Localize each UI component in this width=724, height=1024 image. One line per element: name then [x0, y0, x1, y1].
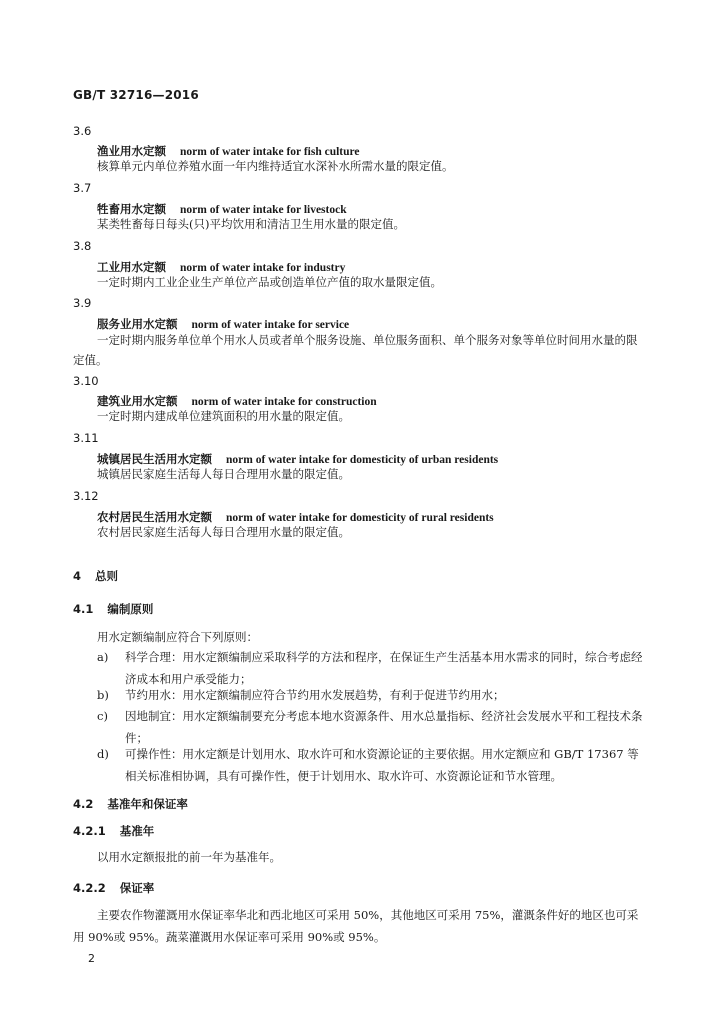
subsubsection-heading — [73, 880, 154, 896]
term-en: norm of water intake for construction — [191, 396, 377, 408]
list-item-text: 可操作性：用水定额是计划用水、取水许可和水资源论证的主要依据。用水定额应和 GB/T 17367 等相关标准相协调，具有可操作性，便于计划用水、取水许可、水资源论证和节水管理。 — [125, 747, 639, 783]
list-marker: b) — [97, 688, 109, 702]
term-cn: 建筑业用水定额 — [97, 394, 178, 408]
term-cn: 渔业用水定额 — [97, 144, 166, 158]
term-definition: 核算单元内单位养殖水面一年内维持适宜水深补水所需水量的限定值。 — [97, 159, 454, 173]
clause-number: 3.6 — [73, 124, 92, 138]
term-definition: 农村居民家庭生活每人每日合理用水量的限定值。 — [97, 525, 350, 539]
list-item-text: 节约用水：用水定额编制应符合节约用水发展趋势，有利于促进节约用水； — [125, 688, 505, 702]
subsubsection-number: 4.2.2 — [73, 881, 106, 895]
page-number: 2 — [88, 952, 95, 965]
term-en: norm of water intake for livestock — [180, 204, 347, 216]
subsubsection-heading — [73, 823, 154, 839]
term-definition: 一定时期内工业企业生产单位产品或创造单位产值的取水量限定值。 — [97, 275, 442, 289]
paragraph: 主要农作物灌溉用水保证率华北和西北地区可采用 50%，其他地区可采用 75%，灌溉条件好的地区也可采用 90%或 95%。蔬菜灌溉用水保证率可采用 90%或 95%。 — [73, 908, 639, 944]
subsection-number: 4.1 — [73, 602, 94, 616]
section-number: 4 — [73, 569, 82, 583]
term-definition: 城镇居民家庭生活每人每日合理用水量的限定值。 — [97, 467, 350, 481]
subsubsection-number: 4.2.1 — [73, 824, 106, 838]
term-cn: 农村居民生活用水定额 — [97, 510, 212, 524]
list-marker: c) — [97, 709, 108, 723]
paragraph: 以用水定额报批的前一年为基准年。 — [97, 850, 281, 864]
term-cn: 城镇居民生活用水定额 — [97, 452, 212, 466]
standard-code-header: GB/T 32716—2016 — [73, 88, 199, 102]
subsection-title: 基准年和保证率 — [107, 797, 188, 811]
clause-number: 3.8 — [73, 239, 92, 253]
list-marker: d) — [97, 747, 109, 761]
subsection-heading — [73, 601, 153, 617]
term-en: norm of water intake for fish culture — [180, 146, 360, 158]
term-cn: 牲畜用水定额 — [97, 202, 166, 216]
term-cn: 工业用水定额 — [97, 260, 166, 274]
clause-number: 3.7 — [73, 181, 92, 195]
section-heading — [73, 568, 118, 584]
subsection-title: 编制原则 — [107, 602, 154, 616]
list-item — [97, 743, 645, 787]
term-en: norm of water intake for industry — [180, 262, 346, 274]
section-title: 总则 — [95, 569, 119, 583]
subsection-heading — [73, 796, 188, 812]
clause-number: 3.11 — [73, 431, 99, 445]
clause-number: 3.9 — [73, 296, 92, 310]
clause-number: 3.12 — [73, 489, 99, 503]
term-definition: 一定时期内建成单位建筑面积的用水量的限定值。 — [97, 409, 350, 423]
paragraph: 用水定额编制应符合下列原则： — [97, 630, 258, 644]
term-en: norm of water intake for service — [191, 319, 350, 331]
subsubsection-title: 基准年 — [119, 824, 155, 838]
clause-number: 3.10 — [73, 374, 99, 388]
list-item-text: 因地制宜：用水定额编制要充分考虑本地水资源条件、用水总量指标、经济社会发展水平和工程技术条件； — [125, 709, 643, 745]
term-en: norm of water intake for domesticity of rural residents — [226, 512, 494, 524]
list-item-text: 科学合理：用水定额编制应采取科学的方法和程序，在保证生产生活基本用水需求的同时，综合考虑经济成本和用户承受能力； — [125, 650, 643, 686]
term-cn: 服务业用水定额 — [97, 317, 178, 331]
term-en: norm of water intake for domesticity of urban residents — [226, 454, 499, 466]
subsubsection-title: 保证率 — [119, 881, 155, 895]
term-definition: 某类牲畜每日每头(只)平均饮用和清洁卫生用水量的限定值。 — [97, 217, 405, 231]
term-definition: 一定时期内服务单位单个用水人员或者单个服务设施、单位服务面积、单个服务对象等单位时间用水量的限定值。 — [73, 333, 638, 367]
list-item — [97, 684, 645, 706]
list-marker: a) — [97, 650, 109, 664]
subsection-number: 4.2 — [73, 797, 94, 811]
